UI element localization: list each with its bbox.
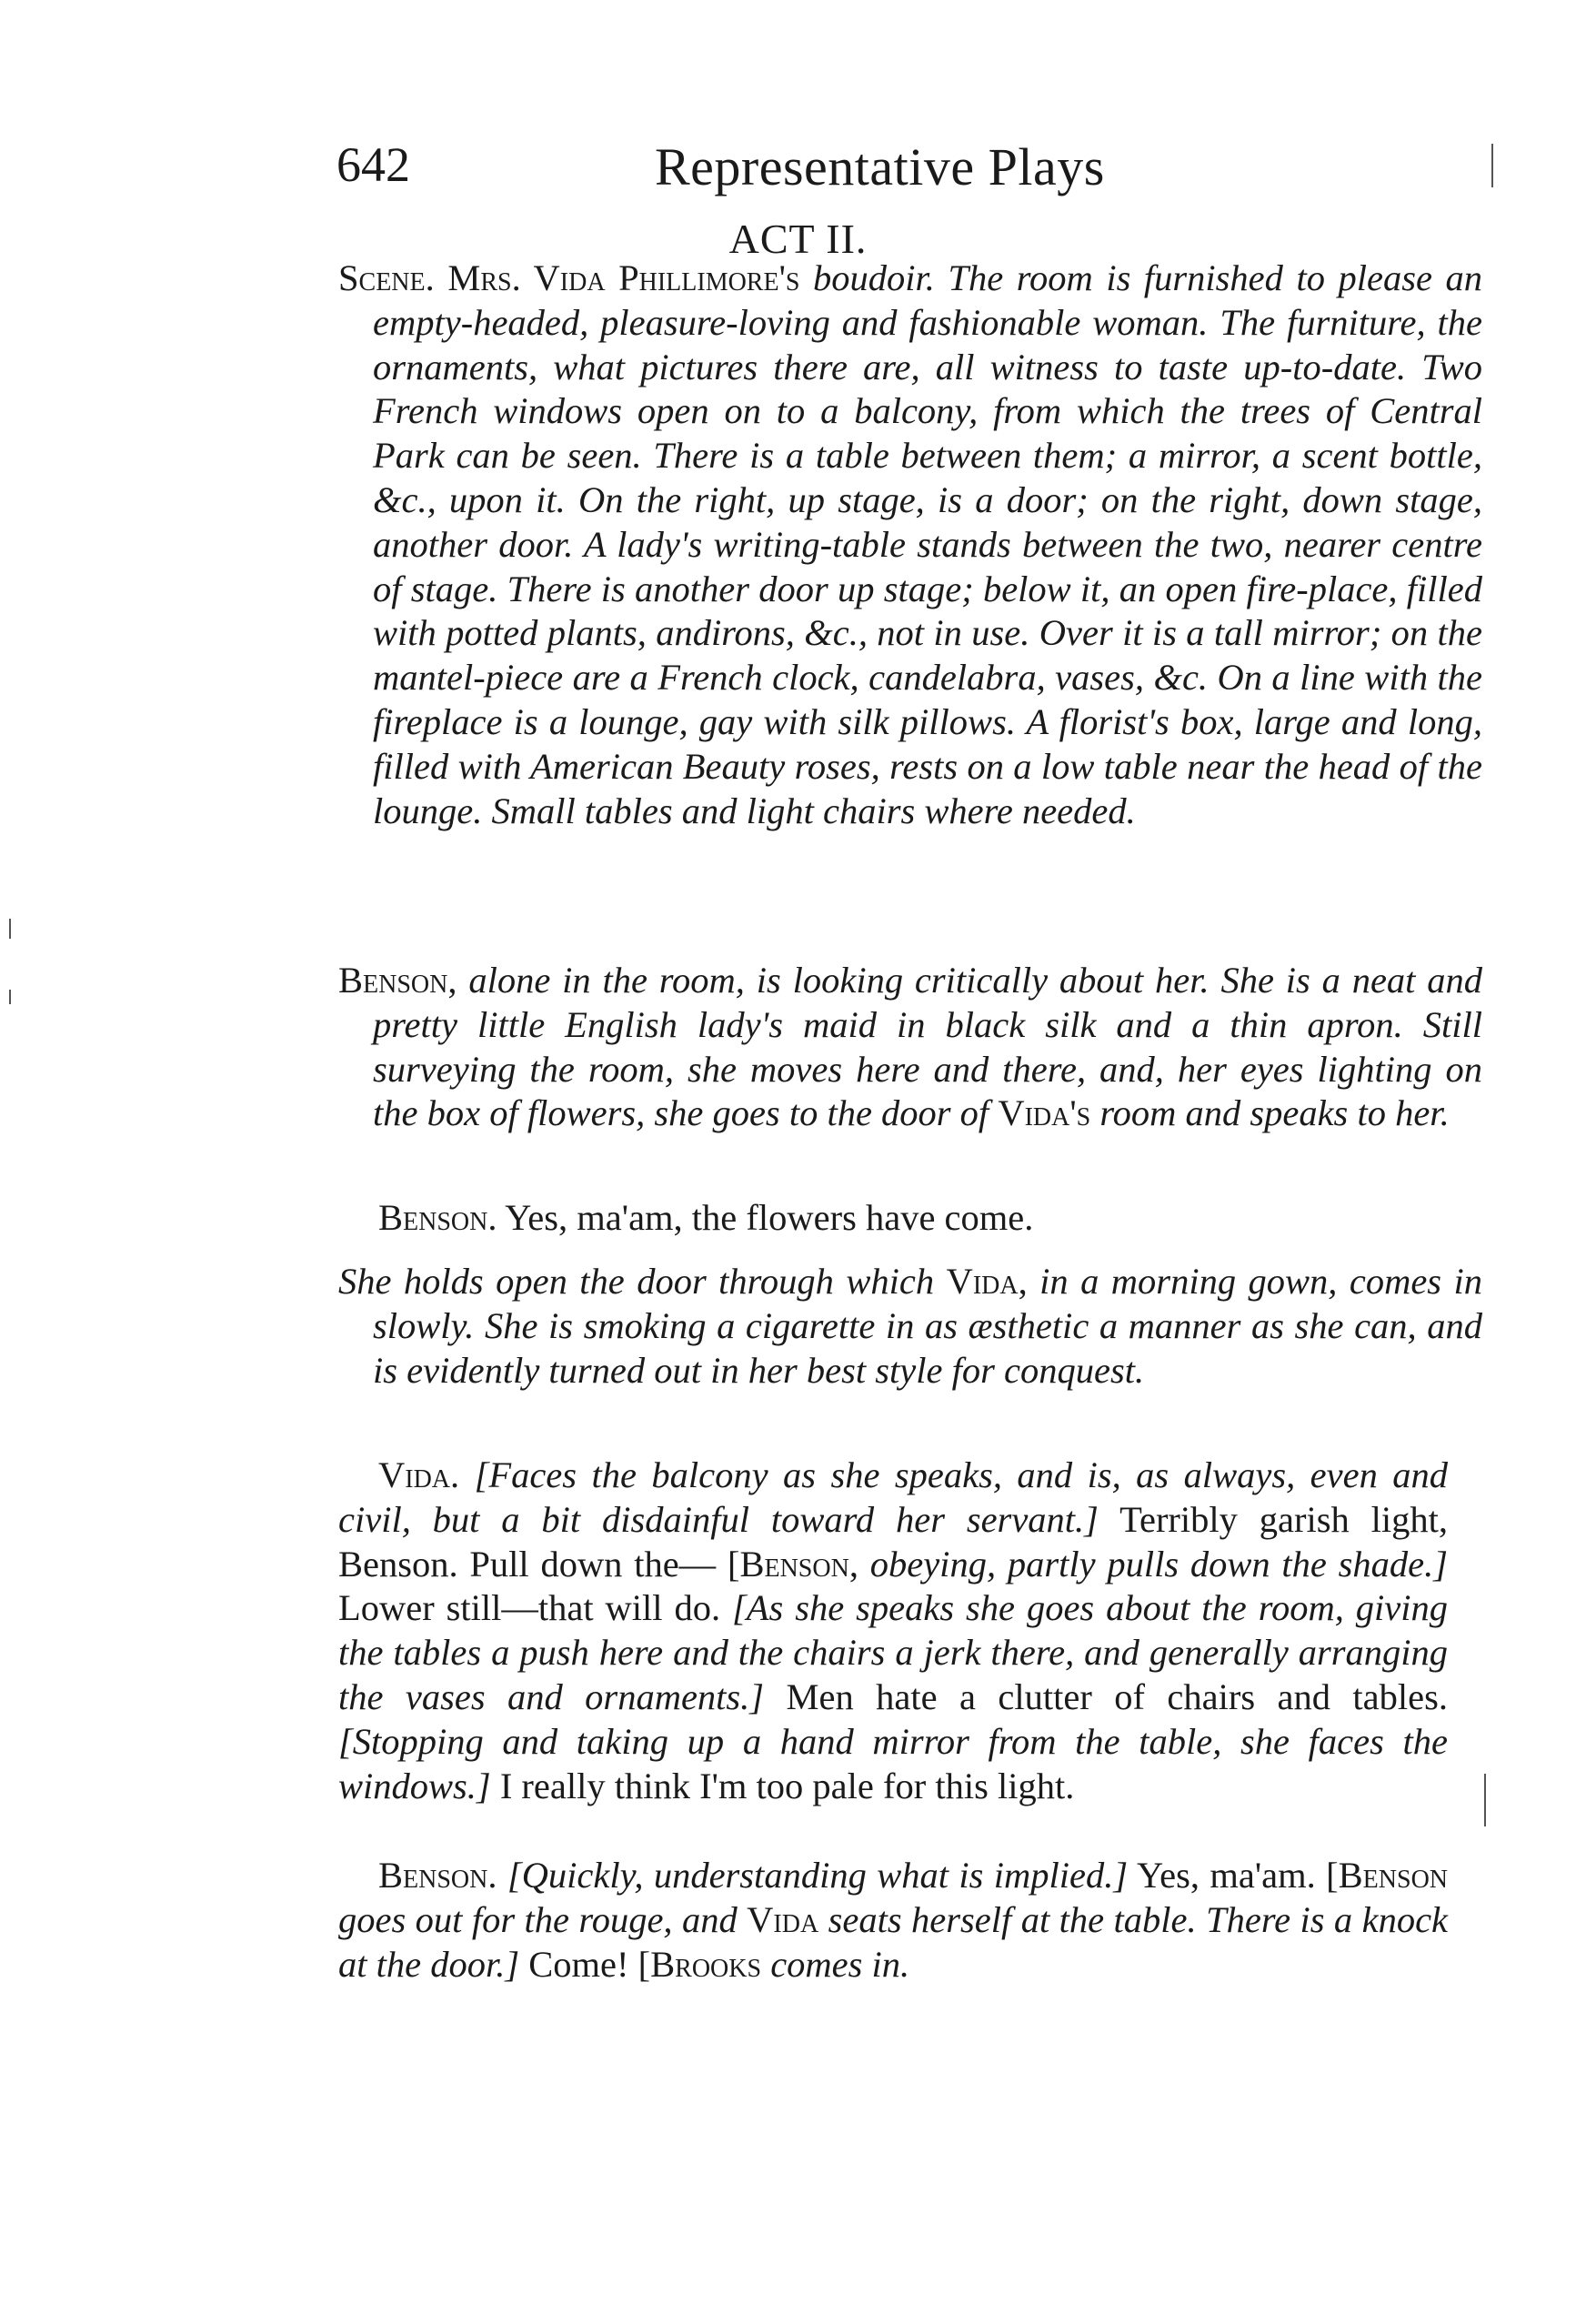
speaker-name: Benson. (378, 1197, 497, 1238)
bracket: [ (727, 1543, 740, 1585)
character-name: Vida (747, 1898, 819, 1940)
act-title: ACT II. (728, 216, 868, 262)
direction-text: She holds open the door through which (338, 1261, 935, 1302)
direction-text: in a morning gown, comes in slowly. She is smoking a cigarette in as æsthetic a manner as she can, and is evidently turned out in her best style for conquest. (373, 1261, 1483, 1391)
direction-text: [Quickly, understanding what is implied.] (507, 1855, 1129, 1896)
scan-artifact-mark (1491, 144, 1493, 187)
direction-text: [Faces the balcony as she speaks, and is, as always, even and civil, but a bit disdainful toward her servant.] (338, 1454, 1448, 1540)
character-name: Benson, (338, 960, 457, 1001)
dialogue-line-benson-1 (338, 1196, 1448, 1241)
direction-text: goes out for the rouge, and (338, 1898, 738, 1940)
running-title: Representative Plays (655, 137, 1105, 196)
page-number: 642 (336, 137, 410, 192)
character-name: Vida, (946, 1261, 1028, 1302)
bracket: [ (637, 1943, 651, 1985)
scene-description (338, 257, 1482, 833)
direction-text: comes in. (770, 1943, 910, 1985)
direction-text: alone in the room, is looking critically about her. She is a neat and pretty little English lady's maid in black silk and a thin apron. Still surveying the room, she moves here and there, and, her eyes lighting on the box of flowers, she goes to the door of (373, 960, 1483, 1134)
direction-text: obeying, partly pulls down the shade.] (869, 1543, 1449, 1585)
character-name: Benson, (739, 1543, 858, 1585)
bracket: [ (1326, 1855, 1339, 1896)
speaker-name: Benson. (378, 1855, 497, 1896)
direction-text: seats herself at the table. There is a knock at the door.] (338, 1898, 1449, 1985)
speech-text: Come! (528, 1943, 629, 1985)
dialogue-line-vida (338, 1454, 1448, 1808)
speech-text: Terribly garish light, Benson. Pull down the— (338, 1498, 1448, 1585)
scan-artifact-mark (9, 919, 11, 939)
direction-text: [Stopping and taking up a hand mirror from the table, she faces the windows.] (338, 1720, 1448, 1806)
speech-text: Men hate a clutter of chairs and tables. (786, 1675, 1449, 1717)
speech-text: Yes, ma'am, the flowers have come. (505, 1197, 1034, 1238)
speech-text: I really think I'm too pale for this light. (499, 1765, 1075, 1806)
speech-text: Lower still—that will do. (338, 1587, 721, 1629)
speech-text: Yes, ma'am. (1136, 1855, 1316, 1896)
scene-label: Scene. (338, 257, 435, 298)
direction-text: room and speaks to her. (1099, 1092, 1450, 1134)
scan-artifact-mark (1484, 1774, 1486, 1826)
character-name: Brooks (650, 1943, 762, 1985)
scene-owner: Mrs. Vida Phillimore's (447, 257, 800, 298)
direction-text: [As she speaks she goes about the room, giving the tables a push here and the chairs a jerk there, and generally arranging the vases and ornaments.] (338, 1587, 1448, 1717)
character-name: Vida's (998, 1092, 1091, 1134)
character-name: Benson (1338, 1855, 1449, 1896)
scan-artifact-mark (9, 990, 11, 1004)
page-header (336, 136, 1455, 209)
speaker-name: Vida. (378, 1454, 460, 1495)
dialogue-line-benson-2 (338, 1854, 1448, 1987)
benson-intro-direction (338, 959, 1482, 1136)
scene-text: boudoir. The room is furnished to please an empty-headed, pleasure-loving and fashionable woman. The furniture, the ornaments, what pictures there are, all witness to taste up-to-date. Two French windows open on to a balcony, from which the trees of Central Park can be seen. There is a table between them; a mirror, a scent bottle, &c., upon it. On the right, up stage, is a door; on the right, down stage, another door. A lady's writing-table stands between the two, nearer centre of stage. There is another door up stage; below it, an open fire-place, filled with potted plants, andirons, &c., not in use. Over it is a tall mirror; on the mantel-piece are a French clock, candelabra, vases, &c. On a line with the fireplace is a lounge, gay with silk pillows. A florist's box, large and long, filled with American Beauty roses, rests on a low table near the head of the lounge. Small tables and light chairs where needed. (373, 257, 1483, 831)
stage-direction-vida-entrance (338, 1260, 1482, 1393)
